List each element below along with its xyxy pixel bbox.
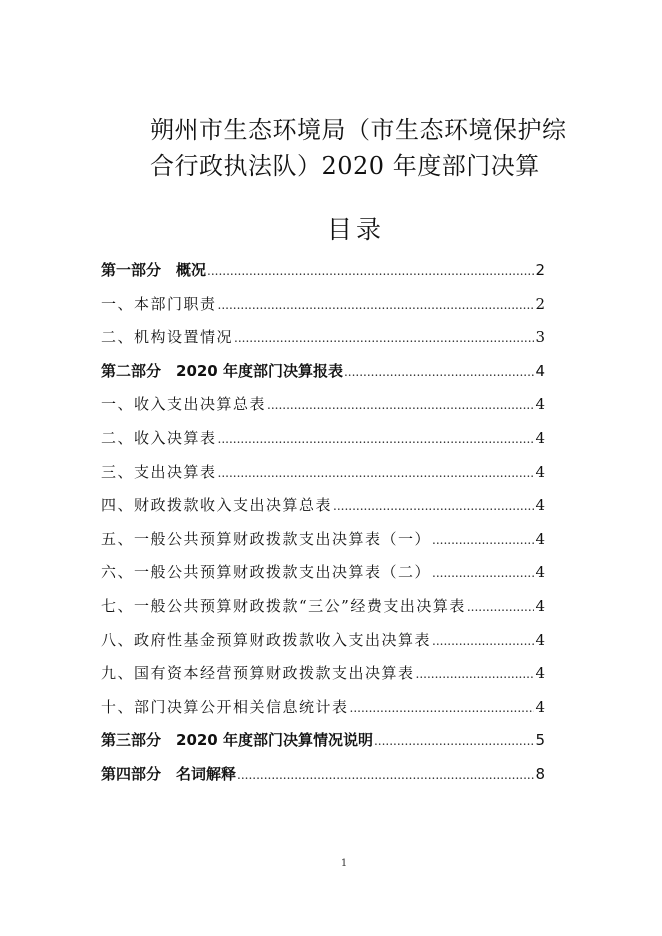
page-number: 1 [340, 858, 348, 869]
toc-entry-title: 第四部分 名词解释 [101, 764, 237, 783]
toc-entry-title: 七、一般公共预算财政拨款“三公”经费支出决算表 [101, 596, 466, 615]
toc-entry-title: 四、财政拨款收入支出决算总表 [101, 496, 333, 515]
toc-entry[interactable] [101, 355, 545, 389]
toc-dot-leader [218, 457, 535, 491]
toc-entry-title: 二、机构设置情况 [101, 328, 234, 347]
toc-dot-leader [374, 725, 534, 759]
toc-entry[interactable] [101, 456, 545, 490]
toc-dot-leader [267, 389, 534, 423]
toc-entry[interactable] [101, 724, 545, 758]
toc-dot-leader [218, 289, 535, 323]
toc-entry[interactable] [101, 691, 545, 725]
toc-entry-page: 4 [535, 630, 545, 649]
toc-entry-title: 一、本部门职责 [101, 294, 217, 313]
toc-entry-title: 六、一般公共预算财政拨款支出决算表（二） [101, 563, 432, 582]
toc-entry-title: 九、国有资本经营预算财政拨款支出决算表 [101, 664, 415, 683]
toc-dot-leader [432, 557, 534, 591]
toc-dot-leader [344, 356, 534, 390]
toc-heading: 目录 [326, 215, 385, 244]
toc-dot-leader [218, 423, 535, 457]
toc-entry[interactable] [101, 388, 545, 422]
toc-entry[interactable] [101, 321, 545, 355]
toc-entry-page: 5 [535, 731, 545, 750]
toc-entry-page: 4 [535, 529, 545, 548]
toc-dot-leader [432, 524, 534, 558]
toc-dot-leader [350, 692, 535, 726]
table-of-contents [101, 254, 545, 792]
toc-entry-page: 4 [535, 563, 545, 582]
toc-entry[interactable] [101, 758, 545, 792]
toc-entry[interactable] [101, 624, 545, 658]
toc-entry-page: 4 [535, 697, 545, 716]
toc-entry[interactable] [101, 254, 545, 288]
toc-entry-page: 4 [535, 361, 545, 380]
toc-entry-title: 五、一般公共预算财政拨款支出决算表（一） [101, 529, 432, 548]
document-title-line2: 合行政执法队）2020 年度部门决算 [150, 152, 540, 180]
toc-entry[interactable] [101, 422, 545, 456]
toc-entry-page: 4 [535, 395, 545, 414]
toc-entry[interactable] [101, 523, 545, 557]
toc-entry-page: 8 [535, 764, 545, 783]
toc-entry-title: 第二部分 2020 年度部门决算报表 [101, 361, 343, 380]
toc-entry-title: 一、收入支出决算总表 [101, 395, 267, 414]
toc-dot-leader [416, 658, 535, 692]
toc-entry-page: 4 [535, 596, 545, 615]
toc-entry-page: 4 [535, 496, 545, 515]
toc-entry-page: 2 [535, 294, 545, 313]
toc-entry-page: 3 [535, 328, 545, 347]
toc-dot-leader [234, 322, 534, 356]
toc-entry-page: 4 [535, 462, 545, 481]
toc-entry-page: 4 [535, 428, 545, 447]
toc-entry-page: 2 [535, 261, 545, 279]
document-title [150, 112, 580, 184]
toc-entry[interactable] [101, 489, 545, 523]
toc-entry-title: 十、部门决算公开相关信息统计表 [101, 697, 349, 716]
toc-dot-leader [467, 591, 535, 625]
toc-entry[interactable] [101, 657, 545, 691]
toc-dot-leader [237, 759, 534, 793]
toc-entry-page: 4 [535, 664, 545, 683]
toc-entry-title: 第三部分 2020 年度部门决算情况说明 [101, 731, 373, 750]
toc-entry[interactable] [101, 288, 545, 322]
toc-dot-leader [333, 490, 534, 524]
toc-dot-leader [207, 255, 534, 289]
toc-entry-title: 三、支出决算表 [101, 462, 217, 481]
toc-entry[interactable] [101, 590, 545, 624]
toc-entry-title: 第一部分 概况 [101, 261, 207, 279]
toc-entry[interactable] [101, 556, 545, 590]
document-title-line1: 朔州市生态环境局（市生态环境保护综 [150, 116, 567, 144]
toc-entry-title: 二、收入决算表 [101, 428, 217, 447]
toc-dot-leader [432, 625, 534, 659]
toc-entry-title: 八、政府性基金预算财政拨款收入支出决算表 [101, 630, 432, 649]
